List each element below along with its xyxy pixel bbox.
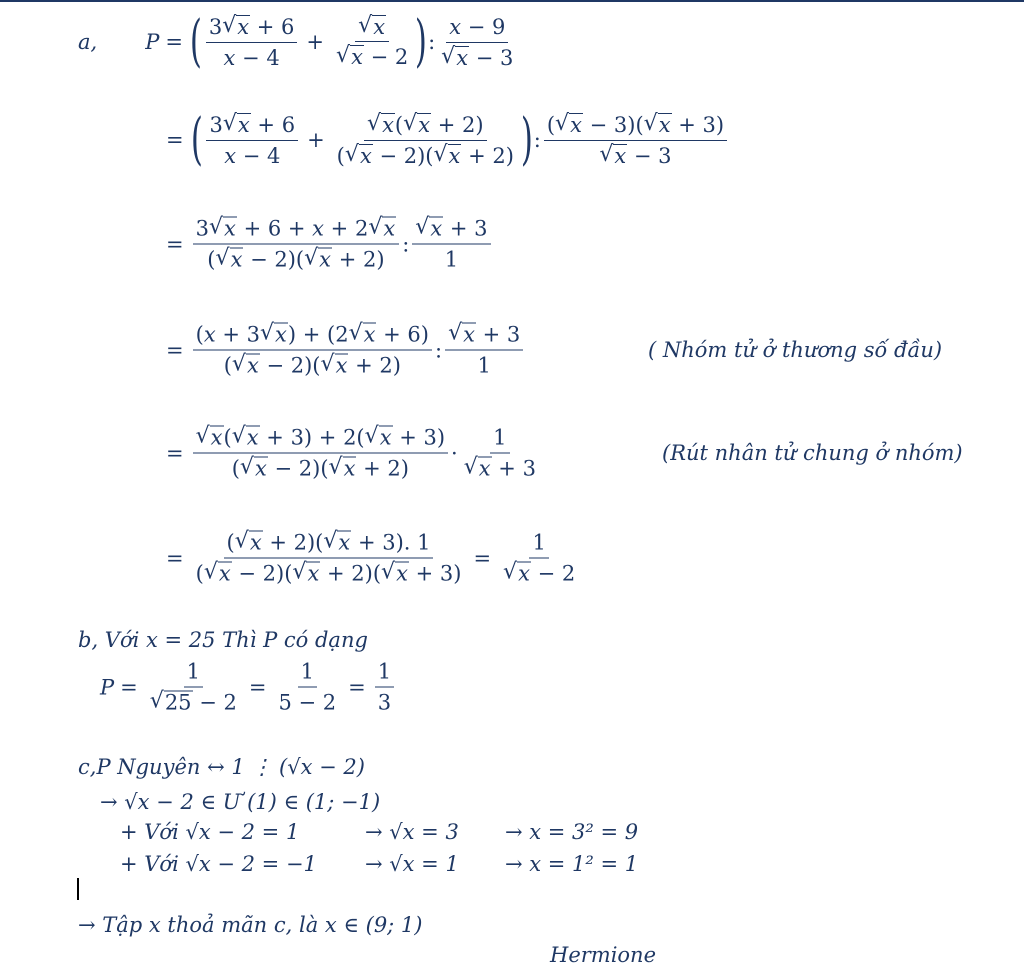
note-factor-group: (Rút nhân tử chung ở nhóm)	[662, 441, 963, 465]
top-border	[0, 0, 1024, 2]
case1-sqrt: → √x = 3	[365, 820, 459, 844]
step-a-line2: = ( 3 √ x + 6 x − 4 + √ x ( √ x + 2) ( √ x − 2)( √ x + 2) ) : ( √ x − 3)( √ x + 3) √ x − 3	[160, 112, 730, 168]
note-group-numerator: ( Nhóm tử ở thương số đầu)	[648, 338, 943, 362]
signature: Hermione	[550, 943, 657, 967]
step-a-line3: = 3 √ x + 6 + x + 2 √ x ( √ x − 2)( √ x + 2) : √ x + 3 1	[160, 217, 494, 272]
step-a-line4: = ( x + 3 √ x ) + (2 √ x + 6) ( √ x − 2)( √ x + 2) : √ x + 3 1	[160, 323, 526, 378]
part-c-label: c,	[78, 755, 97, 779]
part-c-condition-row	[78, 755, 365, 779]
text-cursor	[77, 878, 79, 900]
step-a-line6: = ( √ x + 2)( √ x + 3). 1 ( √ x − 2)( √ x + 2)( √ x + 3) = 1 √ x − 2	[166, 528, 576, 586]
part-c-condition: P Nguyên ↔ 1 ⋮ (√x − 2)	[96, 755, 365, 779]
case1-condition: + Với √x − 2 = 1	[120, 820, 300, 844]
case2-result: → x = 1² = 1	[505, 852, 639, 876]
part-b-result: P = 1 √ 25 − 2 = $\frac{1}{5 - 2}$ = $\frac{1}{3}$	[100, 660, 397, 715]
part-a-label: a,	[78, 30, 98, 54]
case1-result: → x = 3² = 9	[505, 820, 639, 844]
step-a-line5: = √ x ( √ x + 3) + 2( √ x + 3) ( √ x − 2)( √ x + 2) · 1 √ x + 3	[166, 423, 536, 481]
step-a-line1: a, P = ( 3 √ x + 6 x − 4 + √ x √ x − 2 ) : x − 9 √ x − 3	[78, 9, 514, 74]
part-b-intro: b, Với x = 25 Thì P có dạng	[78, 628, 368, 652]
part-c-conclusion: → Tập x thoả mãn c, là x ∈ (9; 1)	[78, 913, 423, 937]
case2-sqrt: → √x = 1	[365, 852, 459, 876]
case2-condition: + Với √x − 2 = −1	[120, 852, 317, 876]
part-c-divisors: → √x − 2 ∈ Ư (1) ∈ (1; −1)	[100, 790, 381, 814]
